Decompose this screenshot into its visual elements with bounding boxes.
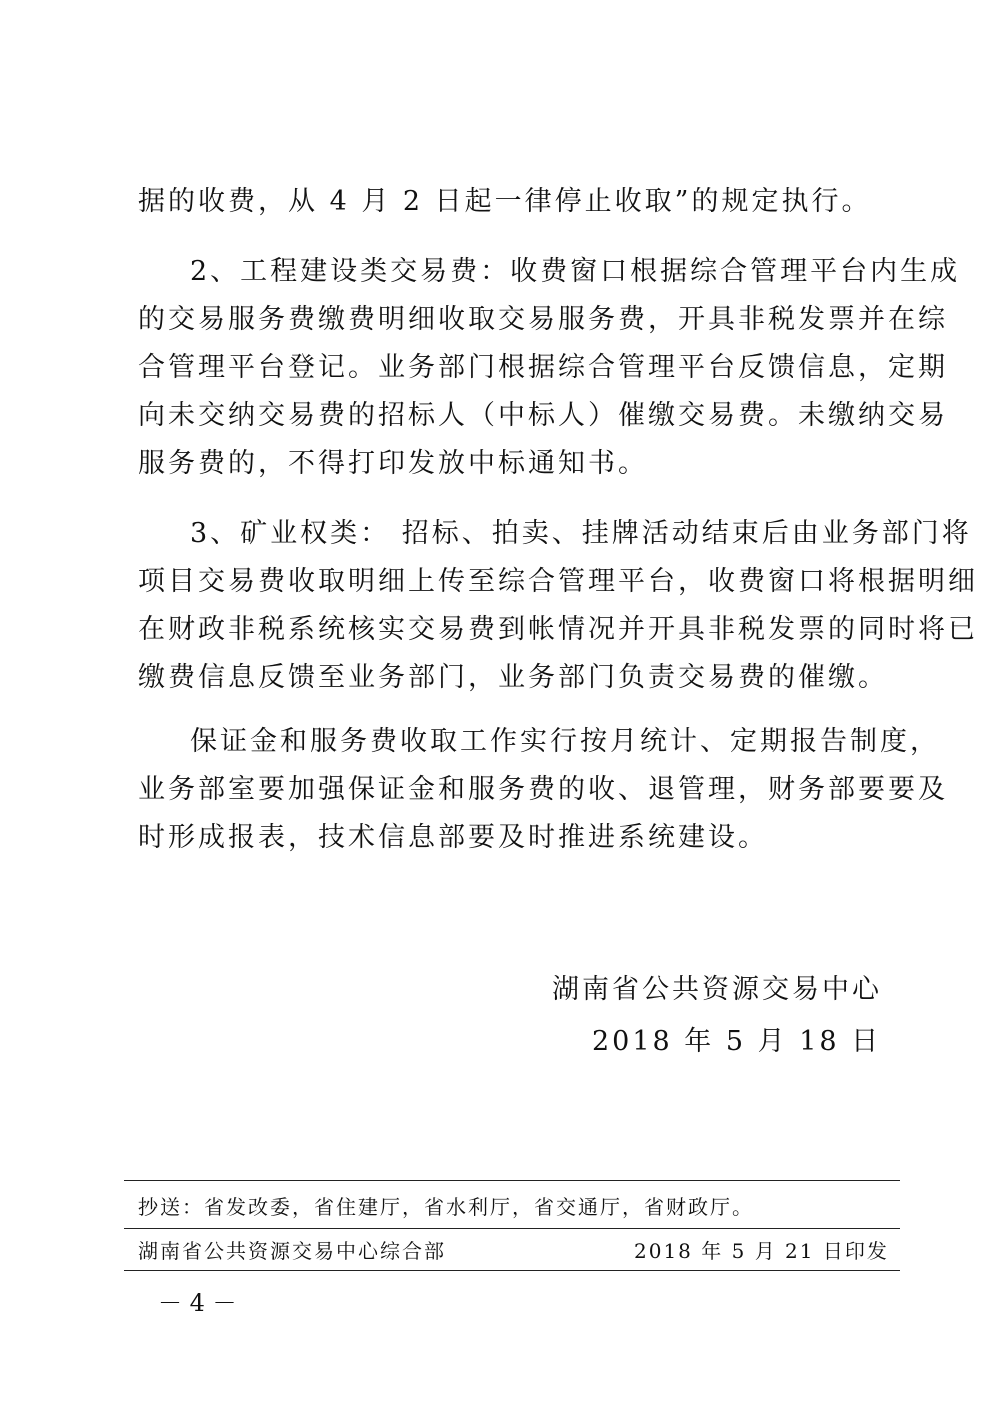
- print-date: 2018 年 5 月 21 日印发: [634, 1239, 889, 1263]
- body-line: 服务费的，不得打印发放中标通知书。: [138, 448, 648, 479]
- body-line: 在财政非税系统核实交易费到帐情况并开具非税发票的同时将已: [138, 614, 978, 645]
- footer-top-rule: [124, 1180, 900, 1181]
- body-line: 时形成报表，技术信息部要及时推进系统建设。: [138, 822, 768, 853]
- issuer: 湖南省公共资源交易中心综合部: [138, 1239, 446, 1263]
- body-line: 据的收费，从 4 月 2 日起一律停止收取”的规定执行。: [138, 186, 872, 217]
- page-number: － 4 －: [158, 1289, 237, 1317]
- body-line: 合管理平台登记。业务部门根据综合管理平台反馈信息，定期: [138, 352, 948, 383]
- body-line: 业务部室要加强保证金和服务费的收、退管理，财务部要要及: [138, 774, 948, 805]
- body-line: 3、矿业权类： 招标、拍卖、挂牌活动结束后由业务部门将: [190, 518, 972, 549]
- signature-organization: 湖南省公共资源交易中心: [552, 974, 882, 1005]
- body-line: 缴费信息反馈至业务部门，业务部门负责交易费的催缴。: [138, 662, 888, 693]
- cc-list: 抄送：省发改委，省住建厅，省水利厅，省交通厅，省财政厅。: [138, 1195, 754, 1219]
- body-line: 项目交易费收取明细上传至综合管理平台，收费窗口将根据明细: [138, 566, 978, 597]
- body-line: 的交易服务费缴费明细收取交易服务费，开具非税发票并在综: [138, 304, 948, 335]
- footer-middle-rule: [124, 1228, 900, 1229]
- body-line: 保证金和服务费收取工作实行按月统计、定期报告制度，: [190, 726, 940, 757]
- body-line: 2、工程建设类交易费：收费窗口根据综合管理平台内生成: [190, 256, 961, 287]
- signature-date: 2018 年 5 月 18 日: [592, 1026, 882, 1057]
- body-line: 向未交纳交易费的招标人（中标人）催缴交易费。未缴纳交易: [138, 400, 948, 431]
- footer-bottom-rule: [124, 1270, 900, 1271]
